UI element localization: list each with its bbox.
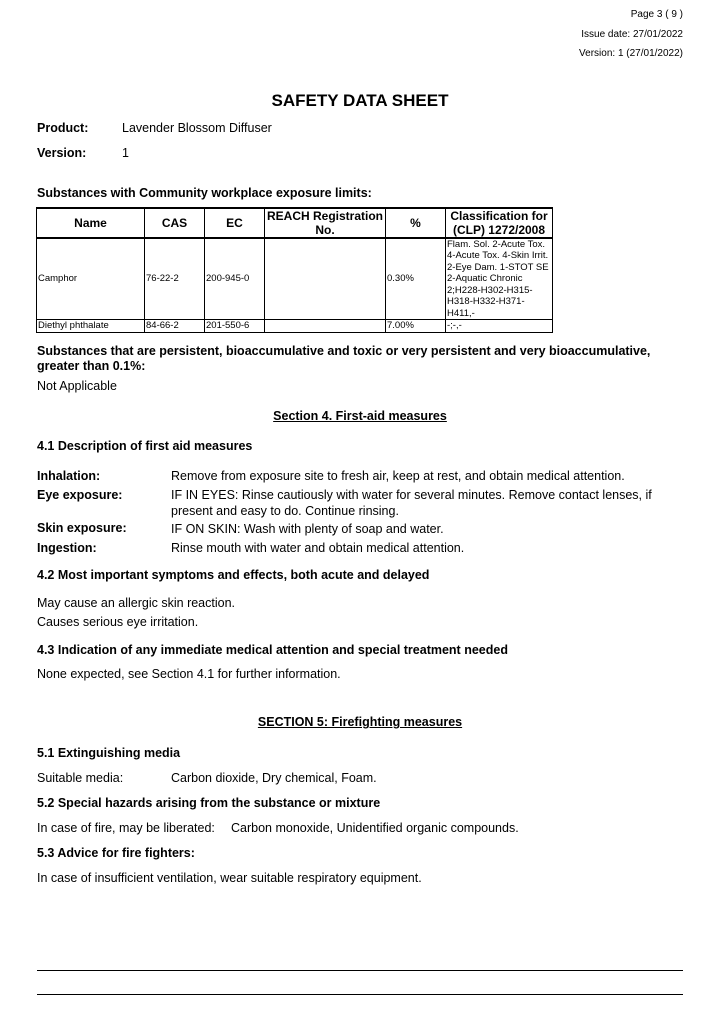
symptom-line-1: May cause an allergic skin reaction. [37, 596, 236, 610]
ingestion-text: Rinse mouth with water and obtain medical attention. [171, 541, 465, 555]
pbt-value: Not Applicable [37, 379, 117, 393]
section-4-2-heading: 4.2 Most important symptoms and effects, both acute and delayed [37, 568, 430, 582]
section-5-title: SECTION 5: Firefighting measures [257, 715, 463, 729]
substances-table [36, 207, 553, 333]
suitable-media-text: Carbon dioxide, Dry chemical, Foam. [171, 771, 377, 785]
section-4-title: Section 4. First-aid measures [273, 409, 447, 423]
product-value: Lavender Blossom Diffuser [122, 121, 272, 135]
section-4-1-heading: 4.1 Description of first aid measures [37, 439, 253, 453]
skin-exposure-text: IF ON SKIN: Wash with plenty of soap and water. [171, 522, 444, 536]
cell-name: Diethyl phthalate [37, 320, 145, 333]
footer-divider-bottom [37, 994, 683, 995]
cell-ec: 201-550-6 [205, 320, 265, 333]
skin-exposure-label: Skin exposure: [37, 521, 127, 535]
inhalation-label: Inhalation: [37, 469, 101, 483]
section-4-3-heading: 4.3 Indication of any immediate medical attention and special treatment needed [37, 643, 508, 657]
table-row [37, 238, 553, 320]
section-5-1-heading: 5.1 Extinguishing media [37, 746, 181, 760]
document-title: SAFETY DATA SHEET [271, 91, 449, 110]
fire-liberated-text: Carbon monoxide, Unidentified organic compounds. [231, 821, 519, 835]
section-5-2-heading: 5.2 Special hazards arising from the substance or mixture [37, 796, 381, 810]
section-5-3-heading: 5.3 Advice for fire fighters: [37, 846, 195, 860]
version-label: Version: [37, 146, 87, 160]
cell-classification: -;-,- [446, 320, 553, 333]
table-row [37, 320, 553, 333]
version-value: 1 [122, 146, 129, 160]
eye-exposure-text: IF IN EYES: Rinse cautiously with water for several minutes. Remove contact lenses, if present and easy to do. Continue rinsing. [171, 488, 652, 518]
symptom-line-2: Causes serious eye irritation. [37, 615, 199, 629]
cell-percent: 7.00% [386, 320, 446, 333]
section-4-3-text: None expected, see Section 4.1 for further information. [37, 667, 341, 681]
inhalation-text: Remove from exposure site to fresh air, keep at rest, and obtain medical attention. [171, 469, 625, 483]
fire-liberated-label: In case of fire, may be liberated: [37, 821, 215, 835]
footer-divider-top [37, 970, 683, 971]
col-header-ec: EC [205, 208, 265, 238]
ingestion-label: Ingestion: [37, 541, 97, 555]
col-header-reach: REACH Registration No. [265, 208, 386, 238]
version-info: Version: 1 (27/01/2022) [579, 48, 683, 59]
cell-reach [265, 238, 386, 320]
table-header-row [37, 208, 553, 238]
cell-reach [265, 320, 386, 333]
cell-cas: 84-66-2 [145, 320, 205, 333]
cell-classification: Flam. Sol. 2-Acute Tox. 4-Acute Tox. 4-Skin Irrit. 2-Eye Dam. 1-STOT SE 2-Aquatic Chronic 2;H228-H302-H315-H318-H332-H371-H411,- [446, 238, 553, 320]
product-label: Product: [37, 121, 89, 135]
page-number: Page 3 ( 9 ) [630, 9, 683, 20]
section-5-3-text: In case of insufficient ventilation, wear suitable respiratory equipment. [37, 871, 422, 885]
eye-exposure-label: Eye exposure: [37, 488, 123, 502]
cell-ec: 200-945-0 [205, 238, 265, 320]
pbt-heading: Substances that are persistent, bioaccumulative and toxic or very persistent and very bioaccumulative, greater than 0.1%: [37, 344, 651, 373]
suitable-media-label: Suitable media: [37, 771, 124, 785]
col-header-classification: Classification for (CLP) 1272/2008 [446, 208, 553, 238]
cell-cas: 76-22-2 [145, 238, 205, 320]
cell-percent: 0.30% [386, 238, 446, 320]
col-header-percent: % [386, 208, 446, 238]
issue-date: Issue date: 27/01/2022 [581, 29, 683, 40]
exposure-heading: Substances with Community workplace exposure limits: [37, 186, 372, 200]
cell-name: Camphor [37, 238, 145, 320]
col-header-cas: CAS [145, 208, 205, 238]
col-header-name: Name [37, 208, 145, 238]
